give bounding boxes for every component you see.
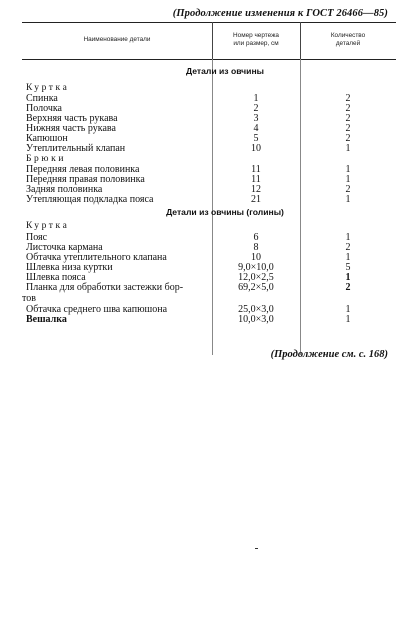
col-header-number-line2: или размер, см: [233, 40, 279, 47]
group-label: Брюки: [26, 154, 67, 164]
table-row: [22, 294, 396, 304]
col-header-qty-line2: деталей: [335, 40, 361, 47]
col-header-qty-line1: Количество: [330, 32, 366, 39]
cell-number: 11: [251, 164, 261, 175]
cell-number: 10,0×3,0: [238, 314, 274, 325]
cell-name: Обтачка утеплительного клапана: [26, 252, 167, 263]
cell-name: Верхняя часть рукава: [26, 113, 118, 124]
cell-name: Нижняя часть рукава: [26, 123, 116, 134]
group-label: Куртка: [26, 83, 70, 93]
stray-mark: [255, 548, 258, 549]
cell-qty: 1: [345, 143, 351, 154]
section-title: Детали из овчины: [186, 66, 264, 76]
cell-number: 12: [251, 184, 261, 195]
table-row: [22, 195, 396, 205]
cell-number: 1: [253, 93, 259, 104]
continuation-header: (Продолжение изменения к ГОСТ 26466—85): [172, 8, 388, 19]
cell-qty: 2: [345, 123, 351, 134]
section-title: Детали из овчины (голины): [166, 207, 284, 217]
cell-qty: 2: [345, 133, 351, 144]
cell-qty: 1: [345, 174, 351, 185]
cell-number: 12,0×2,5: [238, 272, 274, 283]
cell-number: 10: [251, 143, 261, 154]
cell-number: 25,0×3,0: [238, 304, 274, 315]
cell-qty: 1: [345, 232, 351, 243]
cell-name: Планка для обработки застежки бор-: [26, 282, 184, 293]
table-row: [22, 283, 396, 293]
cell-qty: 1: [345, 164, 351, 175]
cell-qty: 1: [345, 314, 351, 325]
cell-name: Утепляющая подкладка пояса: [26, 194, 154, 205]
cell-qty: 1: [345, 272, 351, 283]
cell-qty: 2: [345, 93, 351, 104]
cell-qty: 2: [345, 282, 351, 293]
group-label: Куртка: [26, 221, 70, 231]
cell-number: 11: [251, 174, 261, 185]
cell-name: Полочка: [26, 103, 62, 114]
table-top-rule: [22, 22, 396, 23]
table-row: [22, 144, 396, 154]
cell-qty: 2: [345, 184, 351, 195]
cell-qty: 2: [345, 242, 351, 253]
cell-name: Пояс: [26, 232, 48, 243]
cell-number: 9,0×10,0: [238, 262, 274, 273]
table-row: [22, 124, 396, 134]
cell-name: Шлевка пояса: [26, 272, 86, 283]
col-header-number-line1: Номер чертежа: [233, 32, 279, 39]
cell-name: Задняя половинка: [26, 184, 103, 195]
cell-qty: 1: [345, 304, 351, 315]
cell-number: 69,2×5,0: [238, 282, 274, 293]
cell-number: 10: [251, 252, 261, 263]
cell-number: 21: [251, 194, 261, 205]
cell-name: Утеплительный клапан: [26, 143, 126, 154]
cell-name: Передняя правая половинка: [26, 174, 145, 185]
cell-qty: 1: [345, 252, 351, 263]
cell-name: Вешалка: [26, 314, 67, 325]
table-header-rule: [22, 59, 396, 60]
cell-name: Шлевка низа куртки: [26, 262, 113, 273]
continuation-footer: (Продолжение см. с. 168): [270, 349, 388, 360]
cell-number: 8: [253, 242, 259, 253]
cell-name: Обтачка среднего шва капюшона: [26, 304, 168, 315]
cell-name: тов: [22, 293, 36, 304]
table-row: [22, 94, 396, 104]
cell-number: 5: [253, 133, 259, 144]
cell-name: Капюшон: [26, 133, 68, 144]
cell-number: 3: [253, 113, 259, 124]
cell-qty: 2: [345, 113, 351, 124]
col-header-number: [212, 32, 300, 48]
table-row: [22, 315, 396, 325]
cell-qty: 2: [345, 103, 351, 114]
cell-number: 6: [253, 232, 259, 243]
cell-name: Передняя левая половинка: [26, 164, 140, 175]
cell-qty: 1: [345, 194, 351, 205]
cell-name: Листочка кармана: [26, 242, 103, 253]
cell-qty: 5: [345, 262, 351, 273]
cell-number: 4: [253, 123, 259, 134]
col-header-qty: [300, 32, 396, 48]
cell-number: 2: [253, 103, 259, 114]
cell-name: Спинка: [26, 93, 58, 104]
table-row: [22, 305, 396, 315]
col-header-name: Наименование детали: [83, 36, 151, 43]
